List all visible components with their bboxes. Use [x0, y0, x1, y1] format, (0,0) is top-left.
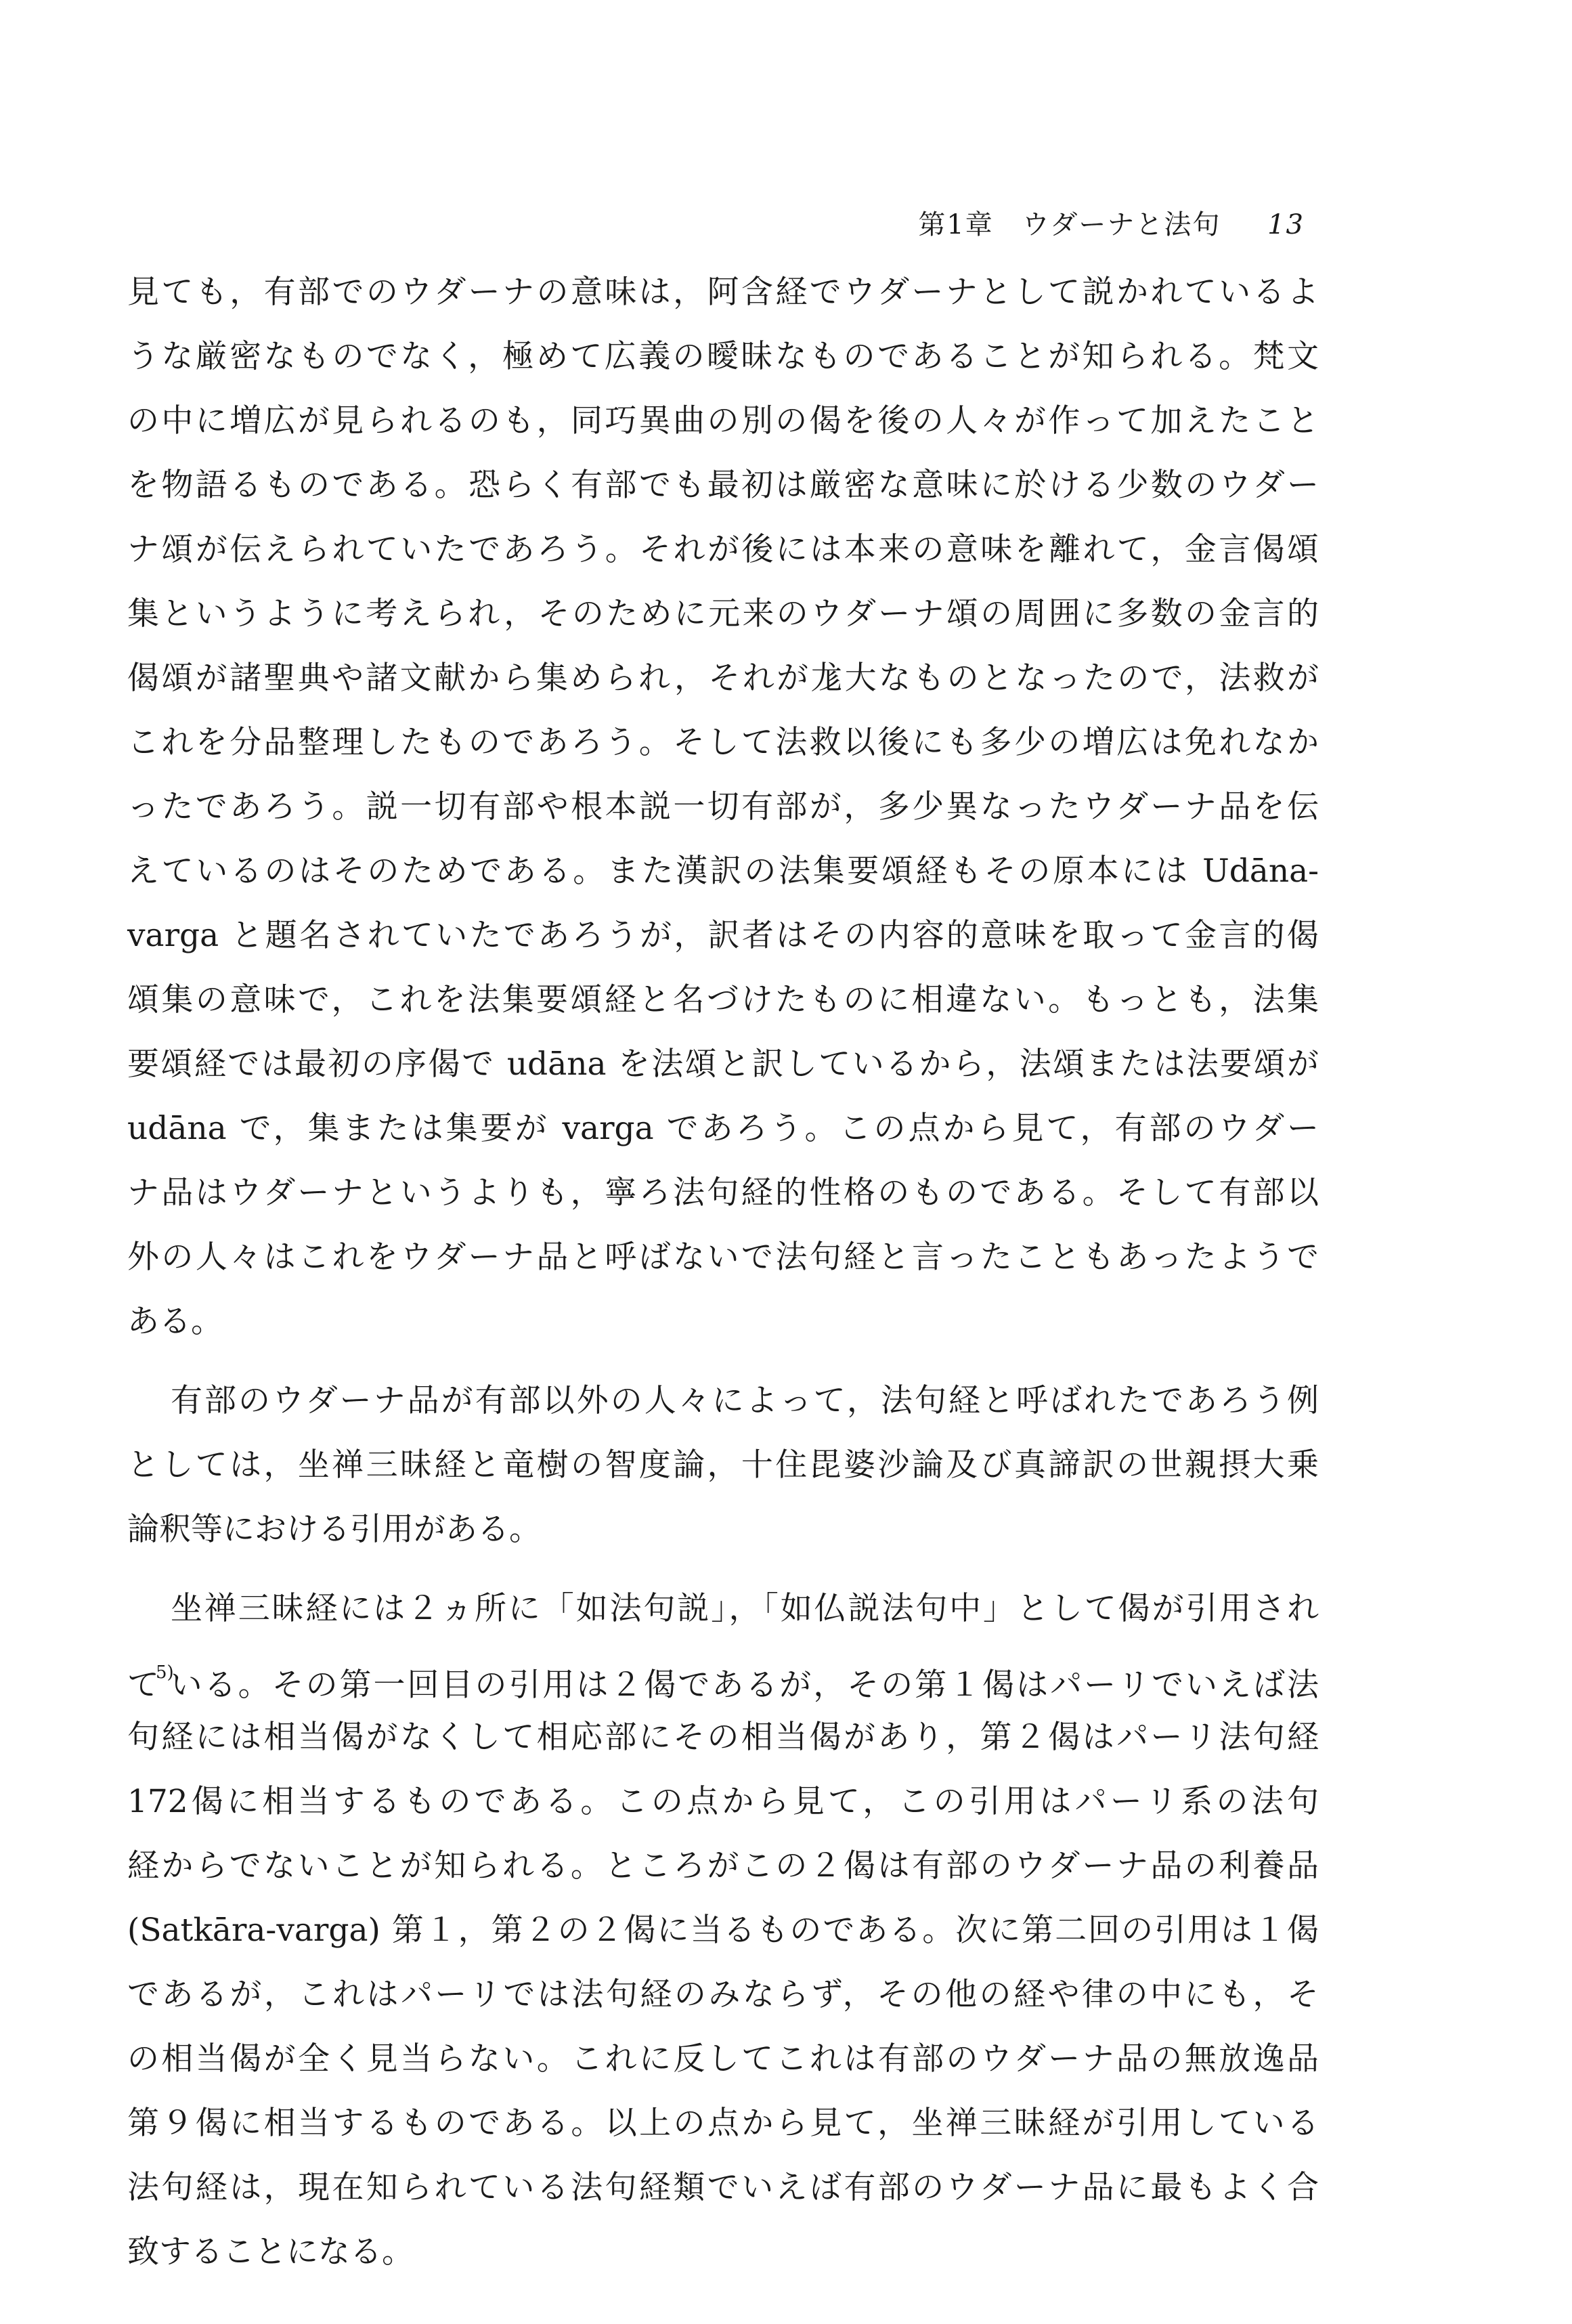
text-line: えているのはそのためである。また漢訳の法集要頌経もその原本には Udāna- — [127, 853, 1319, 890]
text-line: 第９偈に相当するものである。以上の点から見て，坐禅三昧経が引用している — [127, 2105, 1319, 2142]
paragraph-2 — [127, 1369, 1319, 1562]
paragraph-3 — [127, 1576, 1319, 2284]
text-line: これを分品整理したものであろう。そして法救以後にも多少の増広は免れなか — [127, 724, 1319, 761]
text-line: 頌集の意味で，これを法集要頌経と名づけたものに相違ない。もっとも，法集 — [127, 981, 1319, 1018]
text-line: 要頌経では最初の序偈で udāna を法頌と訳しているから，法頌または法要頌が — [127, 1046, 1319, 1083]
text-line: ナ品はウダーナというよりも，寧ろ法句経的性格のものである。そして有部以 — [127, 1174, 1319, 1211]
text-line: 坐禅三昧経には２ヵ所に「如法句説」，「如仏説法句中」として偈が引用され — [171, 1590, 1319, 1627]
text-line: 法句経は，現在知られている法句経類でいえば有部のウダーナ品に最もよく合 — [127, 2169, 1319, 2206]
text-line: 論釈等における引用がある。 — [127, 1511, 541, 1548]
text-line: (Satkāra-varga) 第１，第２の２偈に当るものである。次に第二回の引用は１偈 — [127, 1912, 1319, 1949]
text-line-with-footnote — [127, 1641, 1319, 1705]
text-line: 外の人々はこれをウダーナ品と呼ばないで法句経と言ったこともあったようで — [127, 1239, 1319, 1276]
text-line: の相当偈が全く見当らない。これに反してこれは有部のウダーナ品の無放逸品 — [127, 2040, 1319, 2078]
text-line: varga と題名されていたであろうが，訳者はその内容的意味を取って金言的偈 — [127, 917, 1319, 954]
text-line: ったであろう。説一切有部や根本説一切有部が，多少異なったウダーナ品を伝 — [127, 788, 1319, 825]
text-line: ナ頌が伝えられていたであろう。それが後には本来の意味を離れて，金言偈頌 — [127, 531, 1319, 568]
text-line: 172偈に相当するものである。この点から見て，この引用はパーリ系の法句 — [127, 1783, 1319, 1820]
text-line: ある。 — [127, 1303, 223, 1340]
text-line: の中に増広が見られるのも，同巧異曲の別の偈を後の人々が作って加えたこと — [127, 402, 1319, 439]
text-line: であるが，これはパーリでは法句経のみならず，その他の経や律の中にも，そ — [127, 1976, 1319, 2013]
body-text — [127, 260, 1319, 2284]
chapter-title: 第1章 ウダーナと法句 — [918, 209, 1221, 240]
text-line: うな厳密なものでなく，極めて広義の曖昧なものであることが知られる。梵文 — [127, 338, 1319, 375]
page-number: 13 — [1267, 209, 1305, 240]
footnote-ref: 5) — [155, 1662, 174, 1683]
text-line: 有部のウダーナ品が有部以外の人々によって，法句経と呼ばれたであろう例 — [171, 1382, 1319, 1419]
text-line: 集というように考えられ，そのために元来のウダーナ頌の周囲に多数の金言的 — [127, 595, 1319, 632]
text-line: としては，坐禅三昧経と竜樹の智度論，十住毘婆沙論及び真諦訳の世親摂大乗 — [127, 1446, 1319, 1484]
text-line: 偈頌が諸聖典や諸文献から集められ，それが尨大なものとなったので，法救が — [127, 660, 1319, 697]
paragraph-1 — [127, 260, 1319, 1354]
text-line: 致することになる。 — [127, 2233, 414, 2271]
footnote-prefix: て — [127, 1666, 161, 1704]
running-head — [918, 203, 1305, 242]
text-line: 見ても，有部でのウダーナの意味は，阿含経でウダーナとして説かれているよ — [127, 274, 1319, 311]
text-line-rest: いる。その第一回目の引用は２偈であるが，その第１偈はパーリでいえば法 — [168, 1666, 1319, 1704]
text-line: 句経には相当偈がなくして相応部にその相当偈があり，第２偈はパーリ法句経 — [127, 1719, 1319, 1756]
text-line: udāna で，集または集要が varga であろう。この点から見て，有部のウダー — [127, 1110, 1319, 1147]
text-line: 経からでないことが知られる。ところがこの２偈は有部のウダーナ品の利養品 — [127, 1847, 1319, 1885]
text-line: を物語るものである。恐らく有部でも最初は厳密な意味に於ける少数のウダー — [127, 467, 1319, 504]
